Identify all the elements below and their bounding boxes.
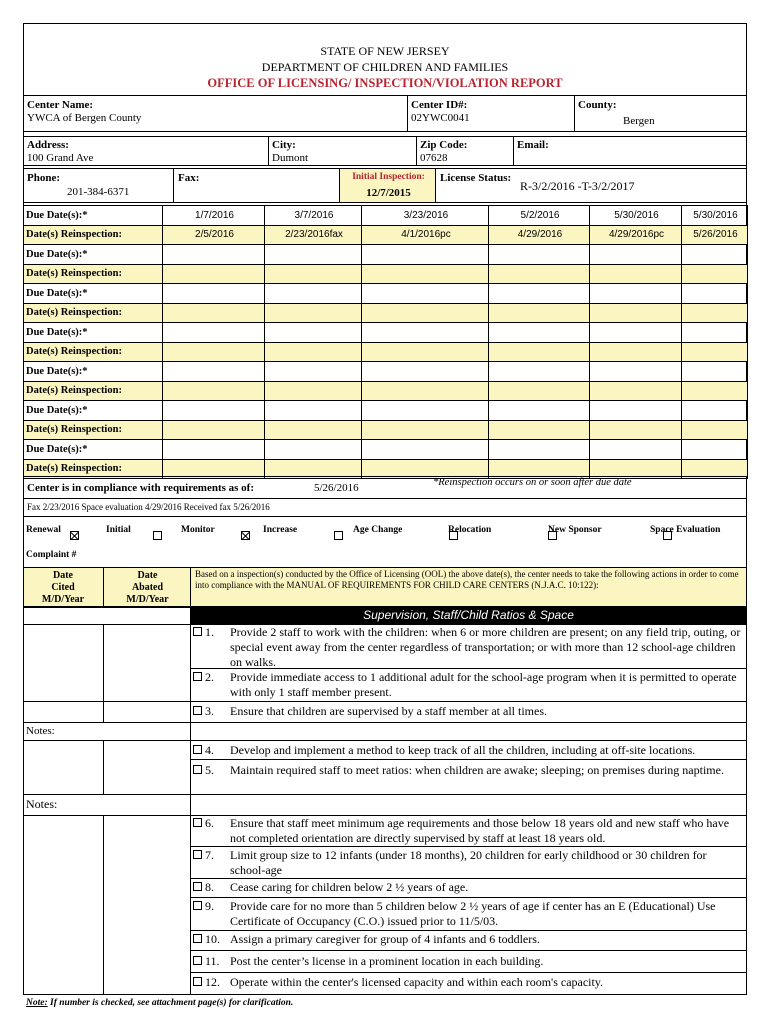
- reinspection-label: Date(s) Reinspection:: [24, 264, 163, 284]
- address-box: [23, 136, 269, 166]
- reinspection-dates-row: [24, 381, 748, 401]
- section-title: Supervision, Staff/Child Ratios & Space: [363, 608, 574, 622]
- due-date-cell[interactable]: [163, 245, 265, 265]
- date-cited-h1: Date: [53, 570, 73, 581]
- compliance-label: Center is in compliance with requirements as of:: [27, 482, 255, 494]
- center-name-label: Center Name:: [27, 99, 94, 111]
- item-number: 8.: [205, 880, 214, 894]
- due-date-cell[interactable]: 5/30/2016: [682, 206, 748, 226]
- reinspection-date-cell[interactable]: [265, 420, 362, 440]
- reinspection-date-cell[interactable]: [489, 342, 590, 362]
- item-number: 5.: [205, 763, 214, 777]
- reinspection-date-cell[interactable]: [163, 342, 265, 362]
- due-date-cell[interactable]: [489, 362, 590, 382]
- phone-label: Phone:: [27, 172, 60, 184]
- phone-value: 201-384-6371: [67, 186, 130, 198]
- center-name-value: YWCA of Bergen County: [27, 112, 142, 124]
- fax-box: [173, 168, 340, 203]
- city-value: Dumont: [272, 152, 309, 164]
- item-text: Provide care for no more than 5 children below 2 ½ years of age if center has an E (Educational) Use Certificate of Occupancy (C.O.) issued prior to 11/5/03.: [230, 899, 716, 928]
- due-date-cell[interactable]: 5/30/2016: [590, 206, 682, 226]
- due-date-cell[interactable]: [682, 401, 748, 421]
- section-title-bar: [190, 607, 747, 624]
- due-date-cell[interactable]: [265, 245, 362, 265]
- due-date-cell[interactable]: [489, 284, 590, 304]
- item-number: 11.: [205, 954, 220, 968]
- center-id-value: 02YWC0041: [411, 112, 470, 124]
- due-date-cell[interactable]: [590, 440, 682, 460]
- due-date-cell[interactable]: [362, 362, 489, 382]
- fax-label: Fax:: [178, 172, 200, 184]
- due-date-cell[interactable]: [682, 284, 748, 304]
- due-date-cell[interactable]: [163, 362, 265, 382]
- reinspection-label: Date(s) Reinspection:: [24, 459, 163, 479]
- reinspection-date-cell[interactable]: [362, 264, 489, 284]
- reinspection-date-cell[interactable]: [489, 264, 590, 284]
- date-cited-h3: M/D/Year: [41, 594, 85, 605]
- due-dates-row: [24, 284, 748, 304]
- item-checkbox[interactable]: [193, 672, 202, 681]
- due-dates-label: Due Date(s):*: [24, 440, 163, 460]
- visit-type-label: New Sponsor: [548, 525, 602, 535]
- due-dates-label: Due Date(s):*: [24, 206, 163, 226]
- due-dates-row: [24, 245, 748, 265]
- due-date-cell[interactable]: [265, 440, 362, 460]
- reinspection-date-cell[interactable]: 5/26/2016: [682, 225, 748, 245]
- visit-type-label: Initial: [106, 525, 131, 535]
- initial-inspection-label: Initial Inspection:: [352, 172, 425, 182]
- reinspection-date-cell[interactable]: [682, 264, 748, 284]
- reinspection-date-cell[interactable]: [489, 381, 590, 401]
- visit-type-label: Relocation: [448, 525, 492, 535]
- due-date-cell[interactable]: [362, 401, 489, 421]
- center-id-box: [407, 95, 575, 132]
- item-number: 1.: [205, 625, 214, 639]
- complaint-label: Complaint #: [26, 550, 77, 560]
- county-value: Bergen: [623, 115, 655, 127]
- visit-type-checkbox[interactable]: [241, 531, 250, 540]
- item-checkbox[interactable]: [193, 901, 202, 910]
- visit-type-label: Space Evaluation: [650, 525, 721, 535]
- due-date-cell[interactable]: [362, 284, 489, 304]
- dates-table: [23, 205, 748, 479]
- item-number: 7.: [205, 848, 214, 862]
- visit-type-label: Increase: [263, 525, 298, 535]
- item-checkbox[interactable]: [193, 956, 202, 965]
- reinspection-date-cell[interactable]: 2/23/2016fax: [265, 225, 362, 245]
- reinspection-date-cell[interactable]: [682, 420, 748, 440]
- date-cited-header: [23, 570, 103, 606]
- item-number: 4.: [205, 743, 214, 757]
- item-number: 12.: [205, 975, 220, 989]
- item-text: Cease caring for children below 2 ½ years of age.: [230, 880, 469, 894]
- item-number: 2.: [205, 670, 214, 684]
- due-dates-label: Due Date(s):*: [24, 401, 163, 421]
- reinspection-date-cell[interactable]: [163, 264, 265, 284]
- zip-box: [416, 136, 514, 166]
- due-dates-row: [24, 362, 748, 382]
- license-status-value: R-3/2/2016 -T-3/2/2017: [520, 179, 635, 193]
- license-status-label: License Status:: [440, 172, 512, 184]
- compliance-date: 5/26/2016: [314, 482, 359, 494]
- item-checkbox[interactable]: [193, 882, 202, 891]
- due-date-cell[interactable]: [590, 323, 682, 343]
- item-number: 3.: [205, 704, 214, 718]
- notes-label-2: Notes:: [26, 797, 58, 811]
- due-date-cell[interactable]: [590, 401, 682, 421]
- reinspection-date-cell[interactable]: [265, 264, 362, 284]
- reinspection-date-cell[interactable]: [489, 303, 590, 323]
- address-value: 100 Grand Ave: [27, 152, 94, 164]
- reinspection-date-cell[interactable]: [489, 420, 590, 440]
- reinspection-date-cell[interactable]: [163, 303, 265, 323]
- county-box: [574, 95, 747, 132]
- due-date-cell[interactable]: [265, 284, 362, 304]
- notes-label-1: Notes:: [26, 725, 55, 737]
- reinspection-dates-row: [24, 225, 748, 245]
- center-name-box: [23, 95, 408, 132]
- county-label: County:: [578, 99, 617, 111]
- due-date-cell[interactable]: [265, 401, 362, 421]
- address-label: Address:: [27, 139, 69, 151]
- license-status-box: [435, 168, 747, 203]
- item-text: Develop and implement a method to keep track of all the children, including at off-site locations.: [230, 743, 696, 757]
- item-checkbox[interactable]: [193, 977, 202, 986]
- reinspection-dates-row: [24, 264, 748, 284]
- reinspection-date-cell[interactable]: [362, 342, 489, 362]
- reinspection-label: Date(s) Reinspection:: [24, 303, 163, 323]
- item-checkbox[interactable]: [193, 818, 202, 827]
- due-date-cell[interactable]: [362, 323, 489, 343]
- reinspection-label: Date(s) Reinspection:: [24, 342, 163, 362]
- reinspection-dates-row: [24, 342, 748, 362]
- item-text: Operate within the center's licensed capacity and within each room's capacity.: [230, 975, 604, 989]
- due-dates-label: Due Date(s):*: [24, 245, 163, 265]
- reinspection-label: Date(s) Reinspection:: [24, 420, 163, 440]
- due-date-cell[interactable]: 5/2/2016: [489, 206, 590, 226]
- reinspection-date-cell[interactable]: [682, 342, 748, 362]
- reinspection-date-cell[interactable]: 4/29/2016: [489, 225, 590, 245]
- reinspection-date-cell[interactable]: [163, 420, 265, 440]
- reinspection-date-cell[interactable]: [590, 381, 682, 401]
- due-dates-row: [24, 323, 748, 343]
- item-number: 10.: [205, 932, 220, 946]
- visit-types: [23, 521, 747, 543]
- reinspection-date-cell[interactable]: [362, 420, 489, 440]
- date-abated-header: [105, 570, 190, 606]
- due-date-cell[interactable]: [265, 362, 362, 382]
- reinspection-date-cell[interactable]: [590, 342, 682, 362]
- reinspection-date-cell[interactable]: [362, 303, 489, 323]
- footer-note: [26, 998, 293, 1008]
- state-title: STATE OF NEW JERSEY: [320, 44, 450, 58]
- due-date-cell[interactable]: [489, 245, 590, 265]
- phone-box: [23, 168, 174, 203]
- item-text: Post the center’s license in a prominent location in each building.: [230, 954, 544, 968]
- item-number: 6.: [205, 816, 214, 830]
- zip-value: 07628: [420, 152, 448, 164]
- due-date-cell[interactable]: [489, 323, 590, 343]
- date-abated-h2: Abated: [131, 582, 164, 593]
- due-date-cell[interactable]: [590, 362, 682, 382]
- initial-inspection-box: [339, 168, 436, 203]
- item-checkbox[interactable]: [193, 934, 202, 943]
- initial-inspection-value: 12/7/2015: [366, 187, 411, 199]
- item-number: 9.: [205, 899, 214, 913]
- due-dates-row: [24, 440, 748, 460]
- due-date-cell[interactable]: 3/23/2016: [362, 206, 489, 226]
- city-box: [268, 136, 417, 166]
- item-checkbox[interactable]: [193, 627, 202, 636]
- visit-type-checkbox[interactable]: [70, 531, 79, 540]
- email-label: Email:: [517, 139, 549, 151]
- item-text: Ensure that staff meet minimum age requirements and those below 18 years old and new staff who have not completed orientation are directly supervised by staff at least 18 years old.: [230, 816, 730, 845]
- due-date-cell[interactable]: [163, 401, 265, 421]
- item-text: Provide 2 staff to work with the children: when 6 or more children are present; on any field trip, outing, or special event away from the center regardless of transportation; or with more than 12 school-age children on walks.: [230, 625, 741, 669]
- due-date-cell[interactable]: 3/7/2016: [265, 206, 362, 226]
- date-abated-h3: M/D/Year: [126, 594, 169, 605]
- due-date-cell[interactable]: [682, 323, 748, 343]
- due-date-cell[interactable]: [489, 440, 590, 460]
- item-checkbox[interactable]: [193, 745, 202, 754]
- reinspection-date-cell[interactable]: [265, 342, 362, 362]
- item-checkbox[interactable]: [193, 850, 202, 859]
- date-cited-h2: Cited: [51, 582, 75, 593]
- due-dates-row: [24, 206, 748, 226]
- due-date-cell[interactable]: [590, 284, 682, 304]
- due-dates-label: Due Date(s):*: [24, 323, 163, 343]
- reinspection-label: Date(s) Reinspection:: [24, 381, 163, 401]
- due-date-cell[interactable]: [163, 440, 265, 460]
- reinspection-date-cell[interactable]: [590, 303, 682, 323]
- department-title: DEPARTMENT OF CHILDREN AND FAMILIES: [261, 60, 509, 74]
- reinspection-label: Date(s) Reinspection:: [24, 225, 163, 245]
- visit-type-label: Age Change: [353, 525, 403, 535]
- reinspection-date-cell[interactable]: [590, 420, 682, 440]
- reinspection-date-cell[interactable]: [682, 303, 748, 323]
- item-text: Maintain required staff to meet ratios: when children are awake; sleeping; on premises during naptime.: [230, 763, 724, 777]
- item-text: Ensure that children are supervised by a staff member at all times.: [230, 704, 548, 718]
- city-label: City:: [272, 139, 296, 151]
- due-date-cell[interactable]: [163, 284, 265, 304]
- reinspection-dates-row: [24, 420, 748, 440]
- reinspection-date-cell[interactable]: [265, 381, 362, 401]
- instructions-text: Based on a inspection(s) conducted by the Office of Licensing (OOL) the above date(s), the center needs to take the following actions in order to come into compliance with the MANUAL OF REQUIREMENTS FOR CHILD CARE CENTERS (N.J.A.C. 10:122):: [195, 569, 739, 590]
- due-date-cell[interactable]: [682, 362, 748, 382]
- reinspection-date-cell[interactable]: [590, 264, 682, 284]
- due-date-cell[interactable]: 1/7/2016: [163, 206, 265, 226]
- date-abated-h1: Date: [137, 570, 158, 581]
- due-date-cell[interactable]: [682, 440, 748, 460]
- footer-note-text: If number is checked, see attachment page(s) for clarification.: [47, 998, 294, 1008]
- reinspection-date-cell[interactable]: [265, 303, 362, 323]
- report-title: OFFICE OF LICENSING/ INSPECTION/VIOLATION REPORT: [207, 76, 563, 90]
- visit-type-label: Renewal: [26, 525, 61, 535]
- reinspection-dates-row: [24, 303, 748, 323]
- due-date-cell[interactable]: [362, 440, 489, 460]
- reinspection-date-cell[interactable]: [362, 381, 489, 401]
- compliance-row: [23, 476, 747, 499]
- due-dates-label: Due Date(s):*: [24, 284, 163, 304]
- footer-note-prefix: Note:: [26, 998, 48, 1008]
- fax-note: Fax 2/23/2016 Space evaluation 4/29/2016 Received fax 5/26/2016: [27, 502, 270, 512]
- fax-note-row: [23, 498, 747, 517]
- email-box: [513, 136, 747, 166]
- reinspection-date-cell[interactable]: [163, 381, 265, 401]
- item-text: Provide immediate access to 1 additional adult for the school-age program when it is permitted to operate with only 1 staff member present.: [230, 670, 737, 699]
- reinspection-date-cell[interactable]: 4/29/2016pc: [590, 225, 682, 245]
- visit-type-checkbox[interactable]: [153, 531, 162, 540]
- item-text: Assign a primary caregiver for group of 4 infants and 6 toddlers.: [230, 932, 540, 946]
- center-id-label: Center ID#:: [411, 99, 468, 111]
- due-date-cell[interactable]: [362, 245, 489, 265]
- visit-type-checkbox[interactable]: [334, 531, 343, 540]
- visit-type-label: Monitor: [181, 525, 215, 535]
- reinspection-date-cell[interactable]: [682, 381, 748, 401]
- due-dates-row: [24, 401, 748, 421]
- item-checkbox[interactable]: [193, 765, 202, 774]
- due-dates-label: Due Date(s):*: [24, 362, 163, 382]
- reinspection-note: *Reinspection occurs on or soon after due date: [433, 477, 632, 488]
- due-date-cell[interactable]: [163, 323, 265, 343]
- item-checkbox[interactable]: [193, 706, 202, 715]
- reinspection-date-cell[interactable]: 2/5/2016: [163, 225, 265, 245]
- due-date-cell[interactable]: [489, 401, 590, 421]
- due-date-cell[interactable]: [590, 245, 682, 265]
- due-date-cell[interactable]: [682, 245, 748, 265]
- zip-label: Zip Code:: [420, 139, 468, 151]
- reinspection-date-cell[interactable]: 4/1/2016pc: [362, 225, 489, 245]
- item-text: Limit group size to 12 infants (under 18 months), 20 children for early childhood or 30 children for school-age: [230, 848, 707, 877]
- due-date-cell[interactable]: [265, 323, 362, 343]
